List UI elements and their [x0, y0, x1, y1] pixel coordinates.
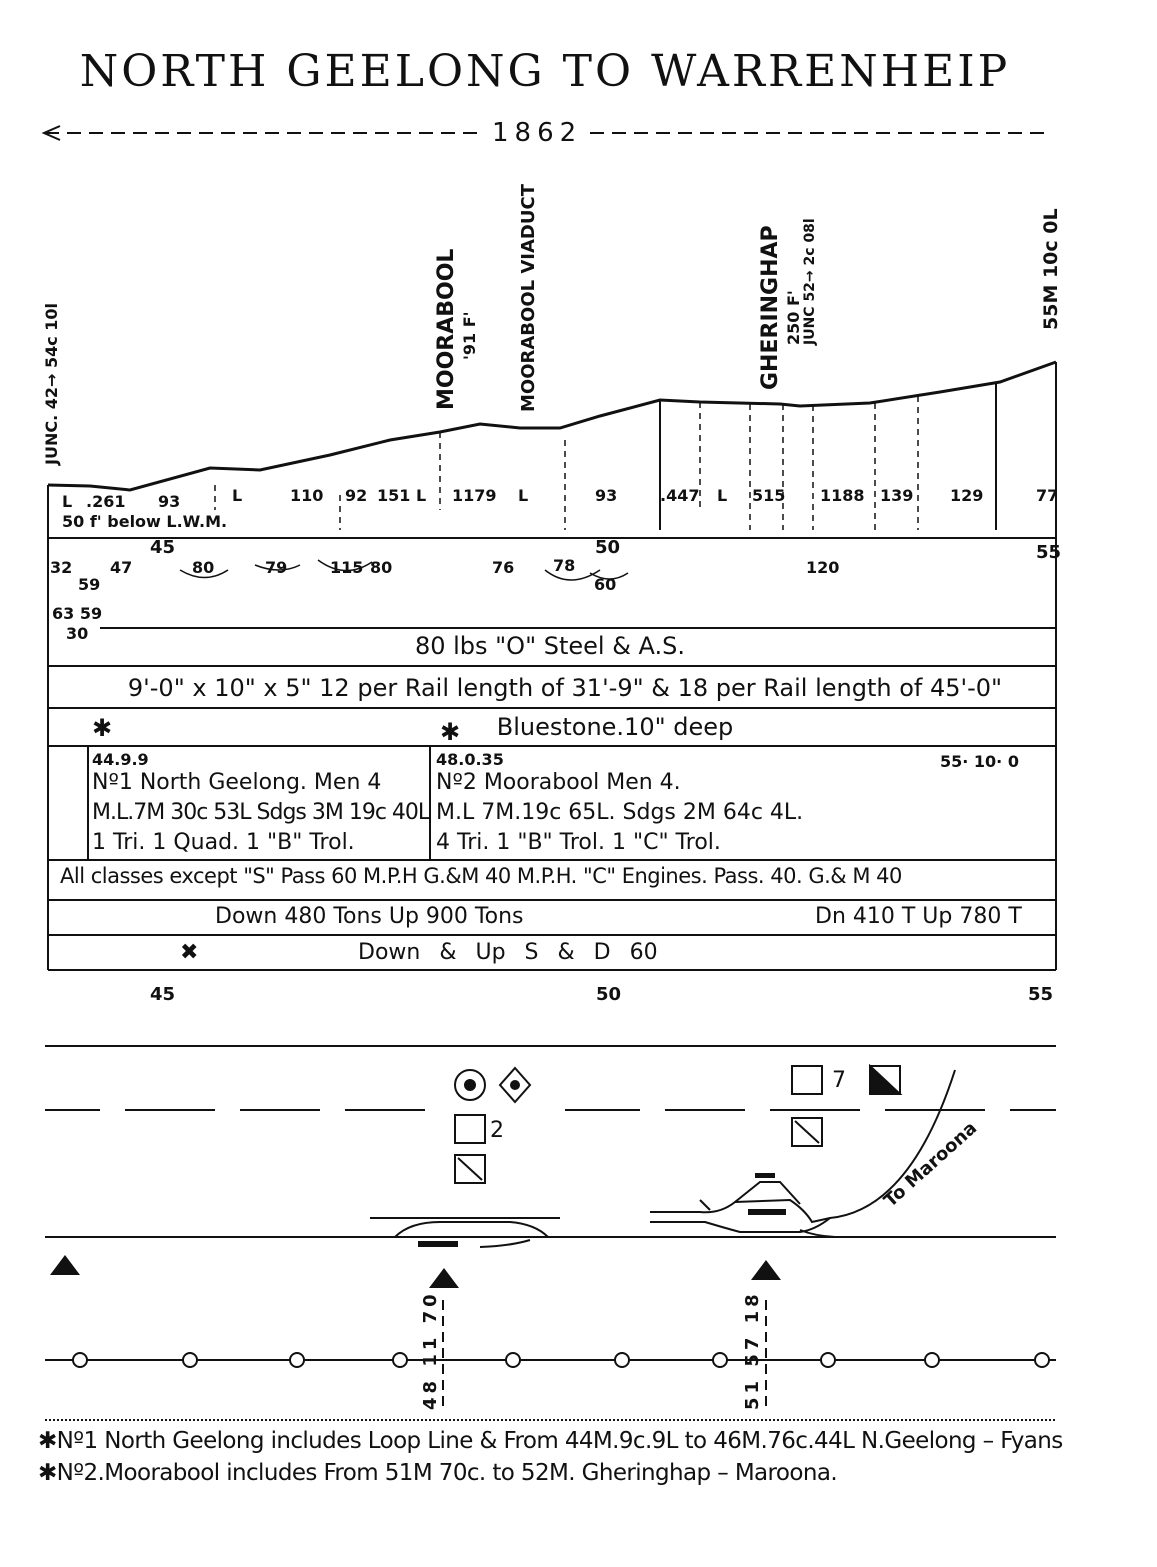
gradient-value: .261: [86, 492, 126, 511]
gang-1-mileage: 44.9.9: [92, 750, 149, 769]
viaduct-label: MOORABOOL VIADUCT: [518, 184, 539, 412]
curve-radius: 63 59: [52, 604, 103, 623]
gradient-value: 515: [752, 486, 786, 505]
curve-radius: 78: [553, 556, 576, 575]
mile-55: 55: [1036, 542, 1062, 563]
loads-left: Down 480 Tons Up 900 Tons: [215, 904, 524, 929]
moorabool-box-number: 2: [490, 1118, 504, 1143]
curve-radius: 32: [50, 558, 73, 577]
gang-2-name: Nº2 Moorabool Men 4.: [436, 770, 681, 795]
gradient-value: 129: [950, 486, 984, 505]
signalling-mark: ✖: [180, 940, 199, 965]
ballast-row: Bluestone.10" deep: [496, 713, 734, 741]
station-arrows: [50, 1255, 781, 1288]
ballast-star: ✱: [92, 714, 113, 742]
gang-1-lengths: M.L.7M 30c 53L Sdgs 3M 19c 40L: [92, 800, 430, 825]
year-label: 1862: [492, 118, 583, 148]
gradient-value: L: [518, 486, 529, 505]
moorabool-label: MOORABOOL: [434, 248, 459, 410]
gradient-value: 1188: [820, 486, 865, 505]
curve-radius: 79: [265, 558, 288, 577]
gang-2-mileage: 48.0.35: [436, 750, 504, 769]
signalling-row: Down & Up S & D 60: [358, 940, 658, 965]
gheringhap-platform: [748, 1209, 786, 1215]
gheringhap-label: GHERINGHAP: [758, 225, 783, 390]
footnote-1: ✱Nº1 North Geelong includes Loop Line & From 44M.9c.9L to 46M.76c.44L N.Geelong – Fyans: [38, 1428, 1063, 1454]
junction-label: JUNC. 42→ 54c 10l: [42, 302, 61, 465]
gradient-value: 1179: [452, 486, 497, 505]
end-mileage: 55M 10c 0L: [1040, 208, 1062, 330]
moorabool-platform: [418, 1241, 458, 1247]
rails-row: 80 lbs "O" Steel & A.S.: [414, 632, 686, 660]
curve-radius: 115: [330, 558, 364, 577]
mile-50: 50: [595, 537, 621, 558]
gradient-value: L: [62, 492, 73, 511]
gradient-value: L: [232, 486, 243, 505]
gang-1-equipment: 1 Tri. 1 Quad. 1 "B" Trol.: [92, 830, 355, 855]
profile-dividers-dashed: [215, 396, 918, 530]
gheringhap-elevation: 250 F': [784, 290, 803, 345]
mile-45: 45: [150, 537, 176, 558]
loads-right: Dn 410 T Up 780 T: [815, 904, 1022, 929]
gradient-value: 92: [345, 486, 368, 505]
lower-mile-55: 55: [1028, 984, 1054, 1005]
gradient-value: 110: [290, 486, 324, 505]
moorabool-elevation: '91 F': [460, 311, 479, 360]
gang-2-lengths: M.L 7M.19c 65L. Sdgs 2M 64c 4L.: [436, 800, 804, 825]
layout-tracks: [45, 1070, 1056, 1247]
gang-1-name: Nº1 North Geelong. Men 4: [92, 770, 382, 795]
lower-mile-50: 50: [596, 984, 622, 1005]
curve-radius: 60: [594, 575, 617, 594]
gradient-value: 93: [595, 486, 618, 505]
curve-radius: 80: [370, 558, 393, 577]
below-lwm-note: 50 f' below L.W.M.: [62, 512, 228, 531]
curve-radius: 30: [66, 624, 89, 643]
sleepers-row: 9'-0" x 10" x 5" 12 per Rail length of 31'-9" & 18 per Rail length of 45'-0": [127, 674, 1003, 702]
to-maroona-label: To Maroona: [880, 1117, 982, 1212]
footnote-2: ✱Nº2.Moorabool includes From 51M 70c. to 52M. Gheringhap – Maroona.: [38, 1460, 838, 1486]
gradient-value: 93: [158, 492, 181, 511]
curve-radius: 80: [192, 558, 215, 577]
gradient-value: 139: [880, 486, 914, 505]
profile-line: [48, 362, 1056, 490]
curve-radius: 47: [110, 558, 133, 577]
gradient-value: .447: [660, 486, 700, 505]
gang-end-mileage: 55· 10· 0: [940, 752, 1019, 771]
gheringhap-box-number: 7: [832, 1068, 846, 1093]
page-title: NORTH GEELONG TO WARRENHEIP: [79, 46, 1011, 97]
curve-radius: 76: [492, 558, 515, 577]
gradient-value: 77: [1036, 486, 1059, 505]
gradient-value: L: [717, 486, 728, 505]
gheringhap-junction: JUNC 52→ 2c 08l: [802, 218, 818, 345]
ballast-star: ✱: [440, 718, 461, 746]
gradient-value: 151 L: [377, 486, 427, 505]
milepost-row: [45, 1300, 1056, 1410]
lower-mile-45: 45: [150, 984, 176, 1005]
speed-row: All classes except "S" Pass 60 M.P.H G.&M 40 M.P.H. "C" Engines. Pass. 40. G.& M 40: [60, 864, 902, 888]
curve-radius: 59: [78, 575, 101, 594]
moorabool-station-mileage: 48 11 70: [420, 1290, 441, 1410]
gang-2-equipment: 4 Tri. 1 "B" Trol. 1 "C" Trol.: [436, 830, 721, 855]
gheringhap-station-mileage: 51 57 18: [742, 1290, 763, 1410]
curve-radius: 120: [806, 558, 840, 577]
